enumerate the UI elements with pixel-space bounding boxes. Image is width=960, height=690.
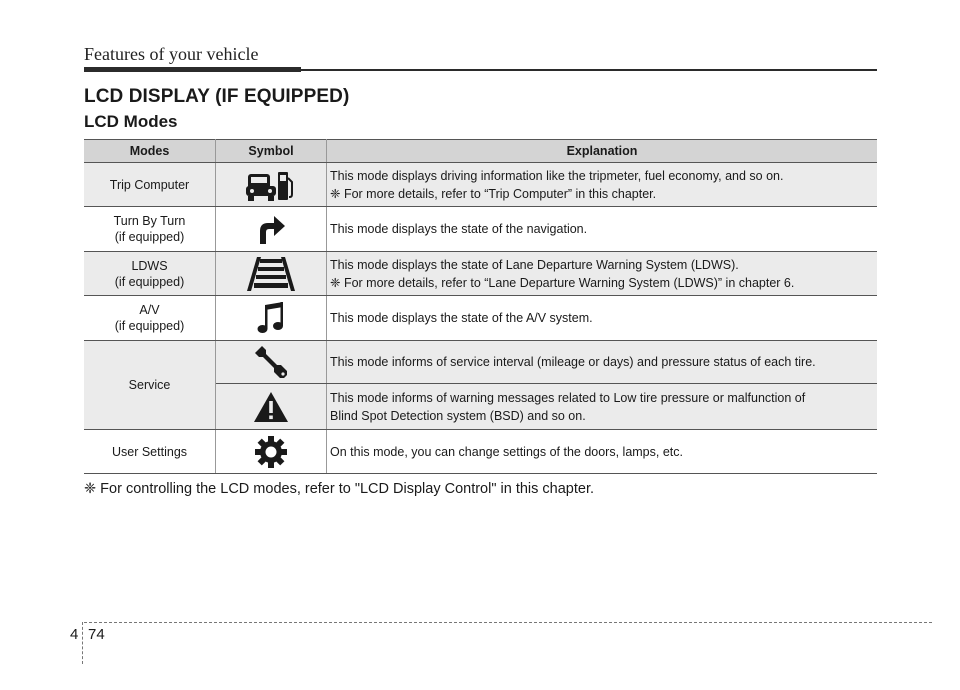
symbol-cell <box>216 384 327 430</box>
explanation-text: This mode informs of service interval (mileage or days) and pressure status of each tire. <box>330 355 816 369</box>
header-rule-thick <box>84 67 301 72</box>
explanation-text: This mode displays the state of the navigation. <box>330 222 588 236</box>
mode-cell <box>84 430 216 474</box>
explanation-cell <box>327 296 878 341</box>
table-row <box>84 252 877 296</box>
gear-icon <box>254 435 288 469</box>
mode-name: Trip Computer <box>109 177 190 192</box>
mode-name: Turn By Turn <box>113 214 186 228</box>
section-title: LCD DISPLAY (IF EQUIPPED) <box>84 86 350 107</box>
table-row <box>84 341 877 384</box>
warning-triangle-icon <box>253 391 289 423</box>
symbol-cell <box>216 163 327 207</box>
explanation-cell <box>327 384 878 430</box>
lane-departure-icon <box>247 256 295 292</box>
explanation-text: This mode informs of warning messages related to Low tire pressure or malfunction of <box>330 390 806 405</box>
explanation-note: ❈ For more details, refer to “Trip Computer” in this chapter. <box>330 186 657 201</box>
header-explanation: Explanation <box>327 140 878 163</box>
table-row <box>84 296 877 341</box>
explanation-text: This mode displays driving information like the tripmeter, fuel economy, and so on. <box>330 168 784 183</box>
explanation-text: This mode displays the state of the A/V system. <box>330 311 593 325</box>
mode-cell <box>84 252 216 296</box>
explanation-cell <box>327 207 878 252</box>
explanation-note: ❈ For more details, refer to “Lane Departure Warning System (LDWS)” in chapter 6. <box>330 275 795 290</box>
mode-cell <box>84 207 216 252</box>
explanation-cell <box>327 163 878 207</box>
header-rule-thin <box>301 69 877 71</box>
table-row <box>84 430 877 474</box>
mode-name: Service <box>128 378 171 392</box>
page-number: 74 <box>88 626 105 643</box>
explanation-text: On this mode, you can change settings of the doors, lamps, etc. <box>330 444 683 459</box>
page-header-title: Features of your vehicle <box>84 44 259 64</box>
explanation-text: This mode displays the state of Lane Departure Warning System (LDWS). <box>330 257 739 272</box>
symbol-cell <box>216 341 327 384</box>
mode-qualifier: (if equipped) <box>114 274 185 289</box>
explanation-cell <box>327 252 878 296</box>
mode-name: User Settings <box>111 444 188 459</box>
explanation-cell <box>327 341 878 384</box>
table-row <box>84 163 877 207</box>
table-header-row <box>84 140 877 163</box>
wrench-icon <box>254 345 288 379</box>
lcd-modes-table <box>84 139 877 474</box>
footer-divider <box>82 622 83 664</box>
mode-cell <box>84 296 216 341</box>
trip-computer-icon <box>246 168 296 202</box>
footnote: ❈ For controlling the LCD modes, refer to "LCD Display Control" in this chapter. <box>84 481 595 497</box>
mode-cell <box>84 341 216 430</box>
symbol-cell <box>216 430 327 474</box>
mode-qualifier: (if equipped) <box>114 230 185 244</box>
mode-qualifier: (if equipped) <box>114 319 185 333</box>
music-note-icon <box>256 301 286 335</box>
chapter-number: 4 <box>70 626 79 643</box>
symbol-cell <box>216 207 327 252</box>
table-row <box>84 207 877 252</box>
sub-title: LCD Modes <box>84 112 178 131</box>
mode-name: LDWS <box>131 258 168 273</box>
turn-arrow-icon <box>256 213 286 245</box>
mode-name: A/V <box>139 303 160 317</box>
symbol-cell <box>216 252 327 296</box>
header-symbol: Symbol <box>216 140 327 163</box>
explanation-cell <box>327 430 878 474</box>
mode-cell <box>84 163 216 207</box>
explanation-text-cont: Blind Spot Detection system (BSD) and so on. <box>330 408 586 423</box>
footer-rule <box>84 622 932 623</box>
header-modes: Modes <box>84 140 216 163</box>
symbol-cell <box>216 296 327 341</box>
